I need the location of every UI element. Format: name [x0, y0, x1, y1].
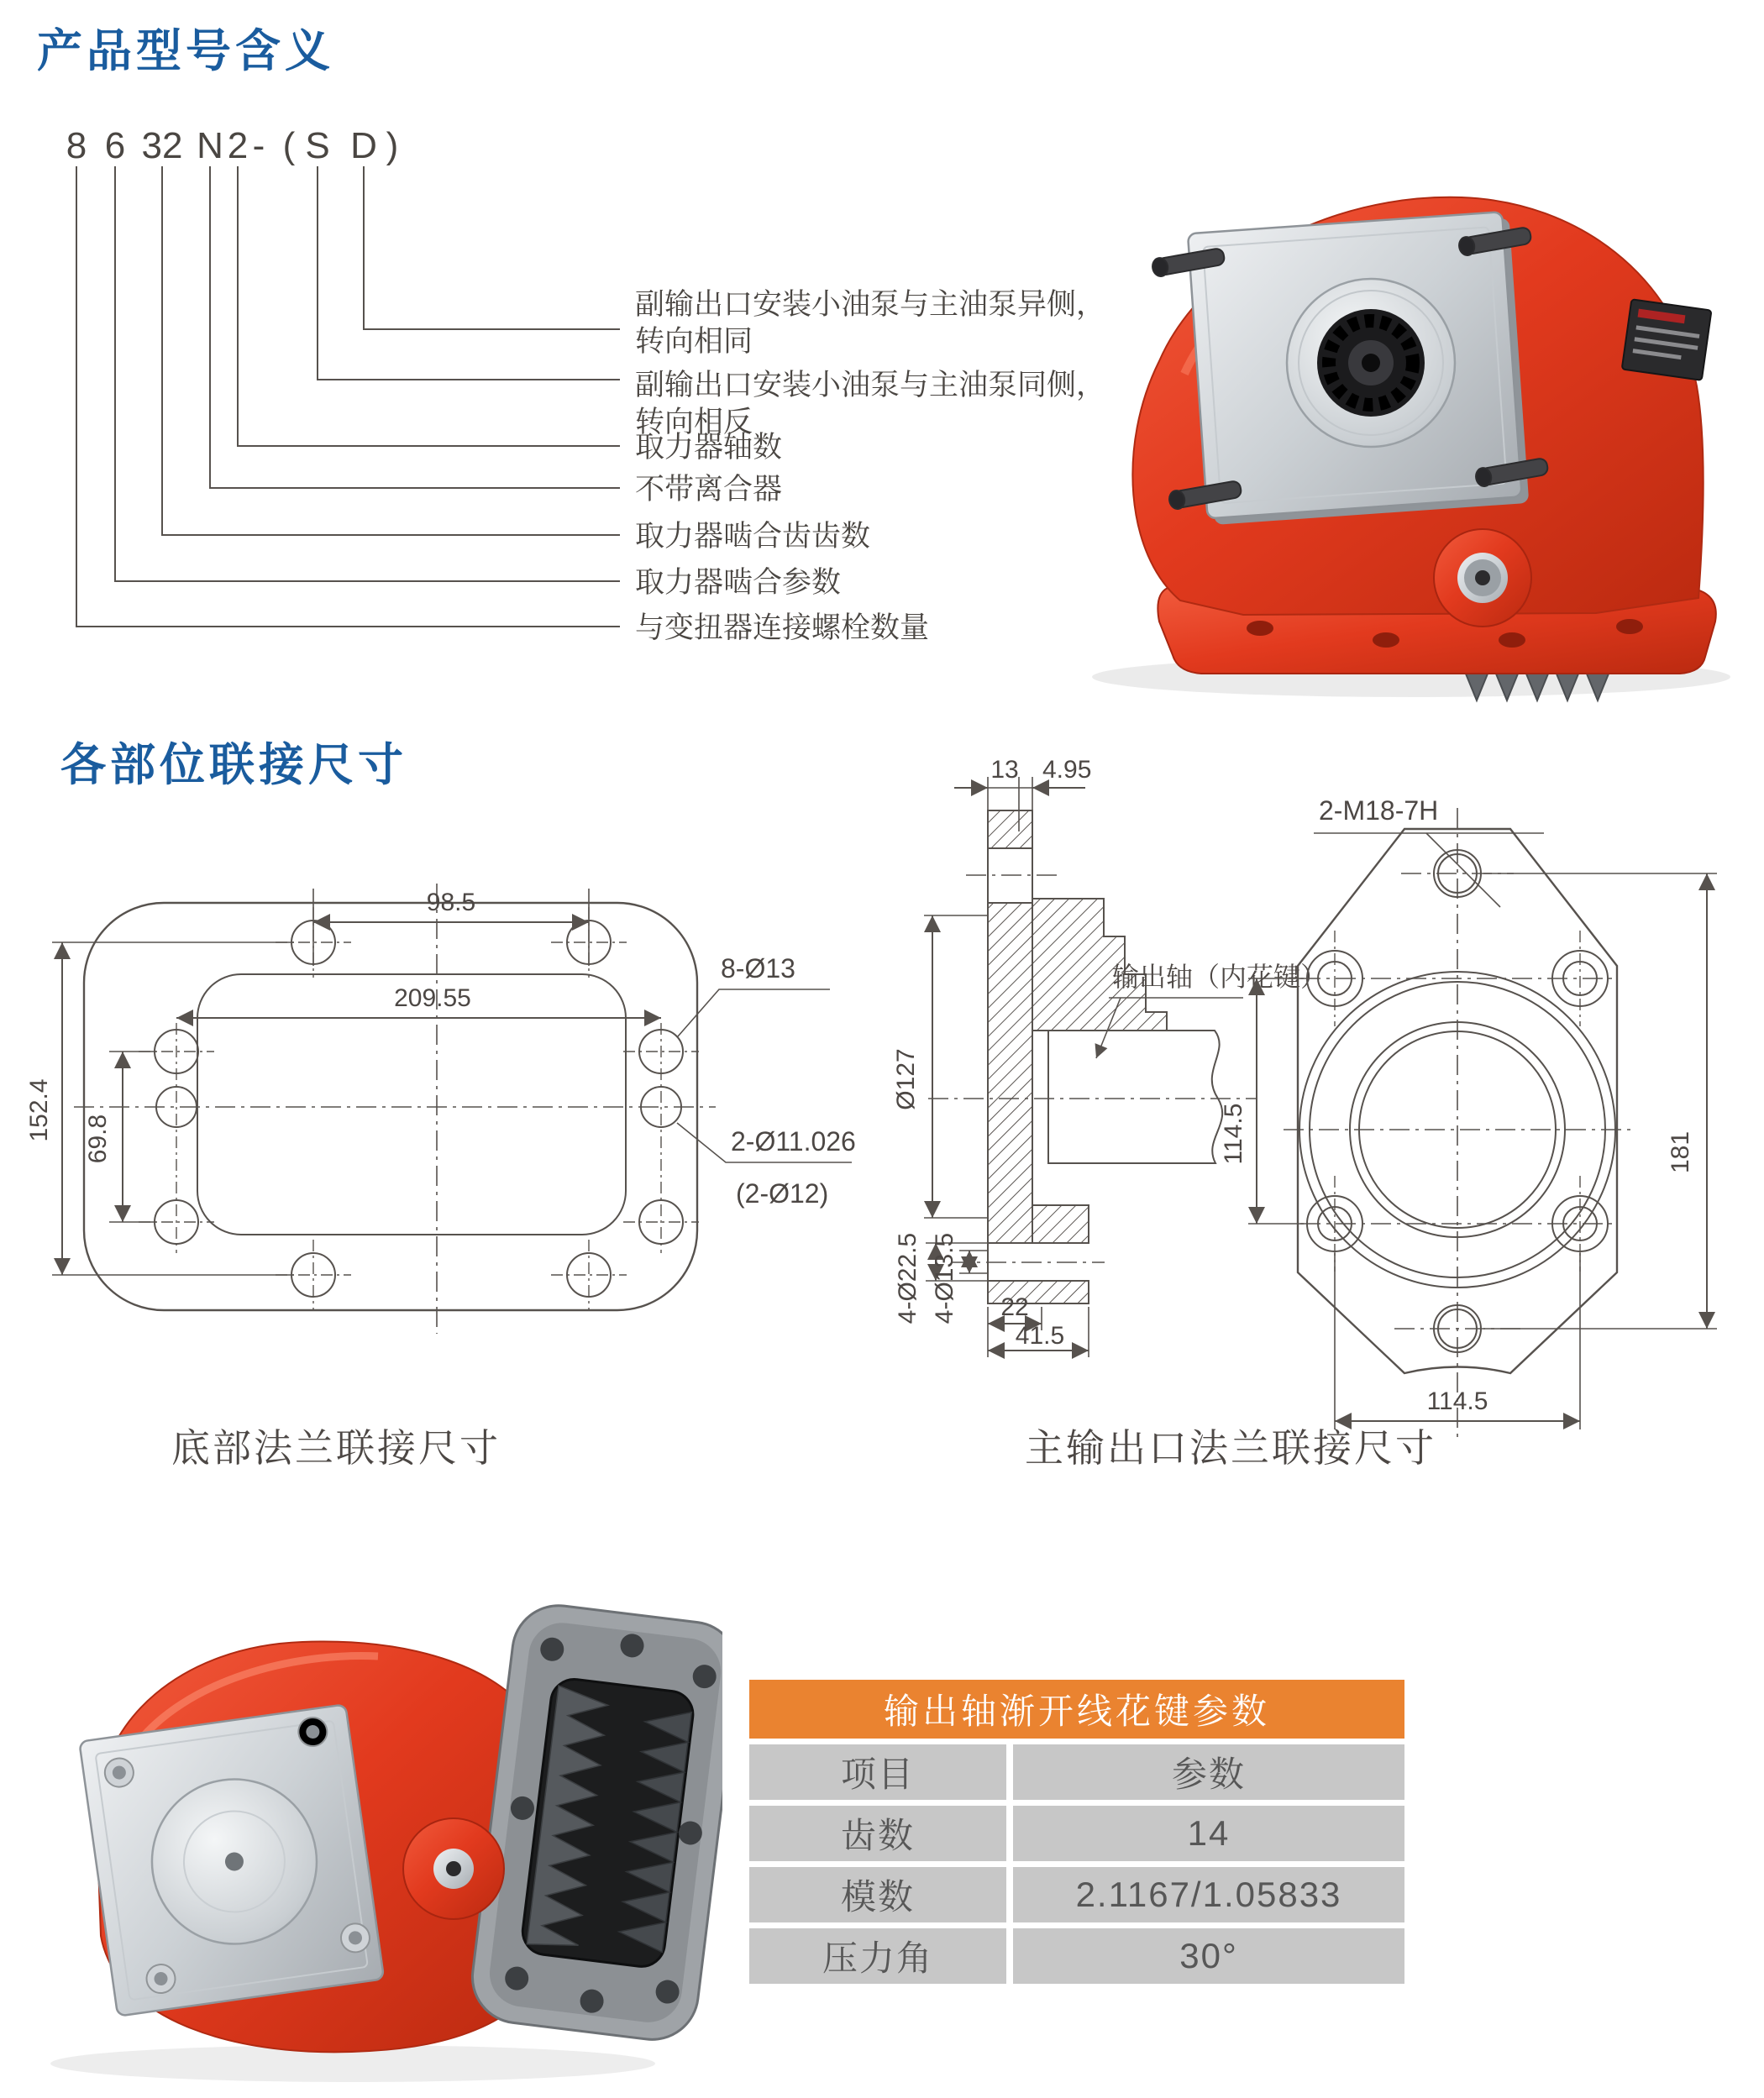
leader-line-8 [76, 166, 620, 627]
spline-table [749, 1680, 1404, 1984]
dim-bolt-hole: 4-Ø13.5 [931, 1232, 958, 1324]
model-token: 32 [141, 125, 183, 166]
model-breakdown-diagram [66, 125, 1105, 644]
product-photo-open [17, 1566, 722, 2091]
leader-line-N [210, 166, 620, 488]
cross-section-drawing [892, 756, 1327, 1357]
dim-pilot-diameter: Ø127 [892, 1048, 920, 1110]
model-token: S [305, 125, 330, 166]
label-2-pin-holes: 2-Ø11.026 [731, 1126, 856, 1157]
table-row [749, 1928, 1404, 1984]
row-label: 压力角 [749, 1928, 1006, 1984]
cover-plate [79, 1704, 384, 2016]
model-label-S-line2: 转向相反 [635, 406, 753, 438]
model-label-D-line1: 副输出口安装小油泵与主油泵异侧， [635, 288, 1106, 321]
table-header-param: 参数 [1013, 1744, 1404, 1800]
output-flange-drawing [1025, 795, 1717, 1470]
dim-inner-spacing: 69.8 [84, 1114, 112, 1164]
model-token: N [197, 125, 223, 166]
dim-foot-22: 22 [1000, 1293, 1029, 1321]
table-row [749, 1867, 1404, 1922]
model-token: ) [386, 125, 399, 166]
section2-title: 各部位联接尺寸 [60, 740, 407, 790]
model-label-teeth: 取力器啮合齿齿数 [635, 520, 871, 553]
leader-line-32 [162, 166, 620, 535]
row-value: 2.1167/1.05833 [1013, 1867, 1404, 1922]
row-label: 模数 [749, 1867, 1006, 1922]
model-label-bolts: 与变扭器连接螺栓数量 [635, 611, 930, 644]
section1-title: 产品型号含义 [37, 26, 334, 76]
table-row [749, 1806, 1404, 1861]
leader-line-2 [238, 166, 620, 446]
dim-top-spacing: 98.5 [426, 889, 476, 916]
dim-plate-495: 4.95 [1042, 756, 1092, 784]
label-output-shaft: 输出轴（内花键） [1112, 962, 1328, 992]
label-2-pin-holes-alt: (2-Ø12) [736, 1178, 829, 1209]
model-token: 6 [104, 125, 126, 166]
output-flange-caption: 主输出口法兰联接尺寸 [1025, 1426, 1436, 1470]
model-token: ( [282, 125, 296, 166]
dim-bolt-spacing-v: 114.5 [1220, 1103, 1247, 1165]
flange-holes [139, 907, 699, 1310]
product-photo-front [991, 84, 1764, 705]
label-8-holes: 8-Ø13 [721, 953, 795, 983]
dim-bolt-spacing-h: 114.5 [1426, 1387, 1488, 1415]
model-label-mesh: 取力器啮合参数 [635, 566, 842, 599]
model-token: 8 [66, 125, 87, 166]
label-thread-holes: 2-M18-7H [1319, 795, 1439, 826]
model-label-shafts: 取力器轴数 [635, 431, 783, 464]
table-header-item: 项目 [749, 1744, 1006, 1800]
table-title: 输出轴渐开线花键参数 [749, 1680, 1404, 1739]
row-value: 30° [1013, 1928, 1404, 1984]
model-label-D-line2: 转向相同 [635, 325, 753, 358]
dim-foot-415: 41.5 [1015, 1322, 1065, 1350]
dim-plate-13: 13 [990, 756, 1019, 784]
model-token: - [252, 125, 265, 166]
bottom-flange-drawing [25, 884, 856, 1470]
dim-hole-width: 209.55 [394, 984, 471, 1012]
leader-line-D [364, 166, 620, 329]
spline-bore [1287, 279, 1455, 447]
dim-flange-height: 152.4 [25, 1078, 53, 1142]
row-label: 齿数 [749, 1806, 1006, 1861]
model-token: D [350, 125, 377, 166]
model-label-S-line1: 副输出口安装小油泵与主油泵同侧， [635, 369, 1106, 401]
bottom-flange-caption: 底部法兰联接尺寸 [171, 1426, 501, 1470]
dim-counterbore: 4-Ø22.5 [894, 1232, 921, 1324]
name-plate [1622, 299, 1712, 380]
open-mounting-flange [467, 1600, 722, 2044]
model-label-clutch: 不带离合器 [635, 473, 783, 506]
row-value: 14 [1013, 1806, 1404, 1861]
model-token: 2 [227, 125, 249, 166]
dim-thread-spacing: 181 [1667, 1130, 1694, 1174]
table-header-row [749, 1744, 1404, 1800]
leader-line-6 [115, 166, 620, 581]
